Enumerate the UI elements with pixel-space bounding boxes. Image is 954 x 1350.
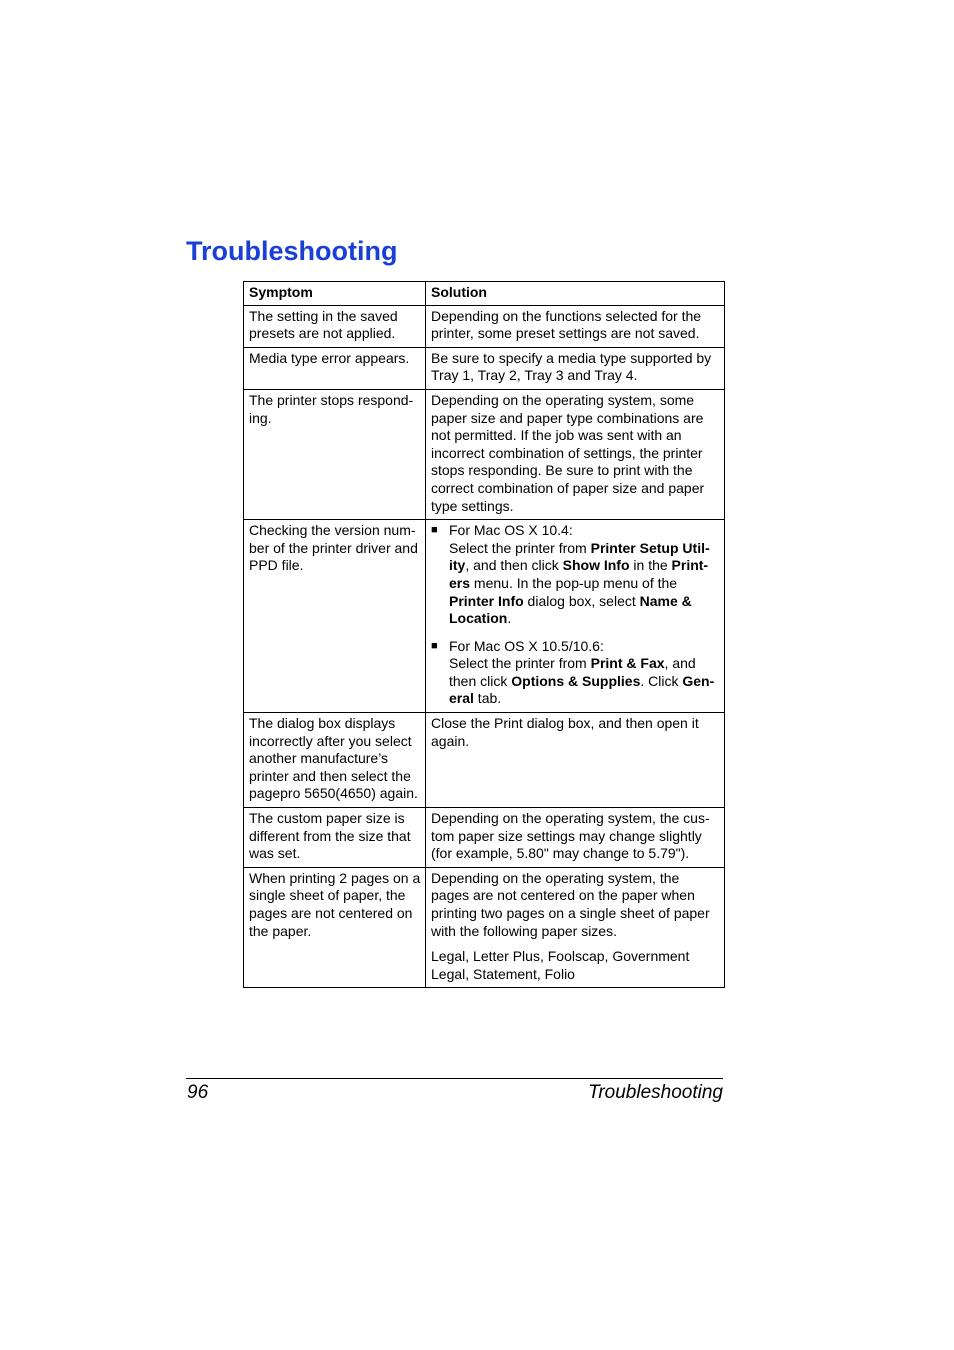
table-row [244, 520, 725, 713]
square-bullet-icon: ■ [431, 524, 438, 537]
symptom-cell: The dialog box displays incorrectly after you select another manufacture’s printer and then select the pagepro 5650(4650) again. [244, 713, 426, 808]
table-row [244, 347, 725, 389]
table-row [244, 305, 725, 347]
ui-term: Options & Supplies [511, 672, 641, 689]
symptom-cell: Media type error appears. [244, 347, 426, 389]
text-run: Select the printer from [449, 539, 591, 556]
page-title: Troubleshooting [186, 236, 398, 266]
text-run: Select the printer from [449, 655, 591, 672]
text-run: menu. In the pop-up menu of the [470, 574, 678, 591]
solution-cell: Be sure to specify a media type supported by Tray 1, Tray 2, Tray 3 and Tray 4. [426, 347, 725, 389]
symptom-cell: The setting in the saved presets are not applied. [244, 305, 426, 347]
page-number: 96 [187, 1082, 209, 1103]
text-run: tab. [473, 690, 502, 707]
bullet-item [431, 638, 720, 708]
table-row [244, 808, 725, 868]
bullet-text [449, 655, 720, 708]
solution-cell: Depending on the functions selected for the printer, some preset settings are not saved. [426, 305, 725, 347]
text-run: . Click [640, 672, 683, 689]
symptom-header: Symptom [244, 282, 426, 306]
footer-section-title: Troubleshooting [588, 1082, 723, 1103]
ui-term: Name & Location [449, 592, 692, 627]
solution-cell [426, 520, 725, 713]
text-run: in the [629, 557, 672, 574]
ui-term: Print-ers [449, 557, 709, 591]
square-bullet-icon: ■ [431, 639, 438, 652]
ui-term: Print & Fax [590, 655, 665, 672]
text-run: dialog box, select [523, 592, 640, 609]
ui-term: Printer Info [449, 592, 524, 609]
symptom-cell: When printing 2 pages on a single sheet of paper, the pages are not centered on the paper. [244, 867, 426, 988]
symptom-cell: Checking the version num-ber of the printer driver and PPD file. [244, 520, 426, 713]
paper-sizes-list: Legal, Letter Plus, Foolscap, Government Legal, Statement, Folio [431, 948, 690, 982]
ui-term: Printer Setup Util-ity [449, 539, 710, 574]
table-row [244, 867, 725, 988]
solution-cell: Depending on the operating system, the cus-tom paper size settings may change slightly (for example, 5.80" may change to 5.79"). [426, 808, 725, 868]
solution-cell: Depending on the operating system, some paper size and paper type combinations are not permitted. If the job was sent with an incorrect combination of settings, the printer stops responding. Be sure to print with the correct combination of paper size and paper type settings. [426, 389, 725, 519]
solution-header: Solution [426, 282, 725, 306]
bullet-heading: For Mac OS X 10.4: [449, 522, 573, 539]
solution-cell: Close the Print dialog box, and then open it again. [426, 713, 725, 808]
table-header-row [244, 282, 725, 306]
bullet-text [449, 540, 720, 628]
bullet-item [431, 522, 720, 628]
table-row [244, 389, 725, 519]
ui-term: Gen-eral [449, 672, 715, 707]
bullet-body [449, 638, 720, 708]
ui-term: Show Info [562, 557, 630, 574]
text-run: , and then click [449, 655, 696, 689]
bullet-body [449, 522, 720, 628]
symptom-cell: The printer stops respond-ing. [244, 389, 426, 519]
footer-rule [186, 1078, 723, 1079]
bullet-heading: For Mac OS X 10.5/10.6: [449, 637, 604, 654]
solution-paragraph: Depending on the operating system, the pages are not centered on the paper when printing two pages on a single sheet of paper with the following paper sizes. [431, 869, 710, 939]
troubleshooting-table [243, 281, 725, 988]
table-row [244, 713, 725, 808]
symptom-cell: The custom paper size is different from the size that was set. [244, 808, 426, 868]
text-run: , and then click [465, 557, 563, 574]
text-run: . [507, 610, 512, 627]
solution-cell [426, 867, 725, 988]
